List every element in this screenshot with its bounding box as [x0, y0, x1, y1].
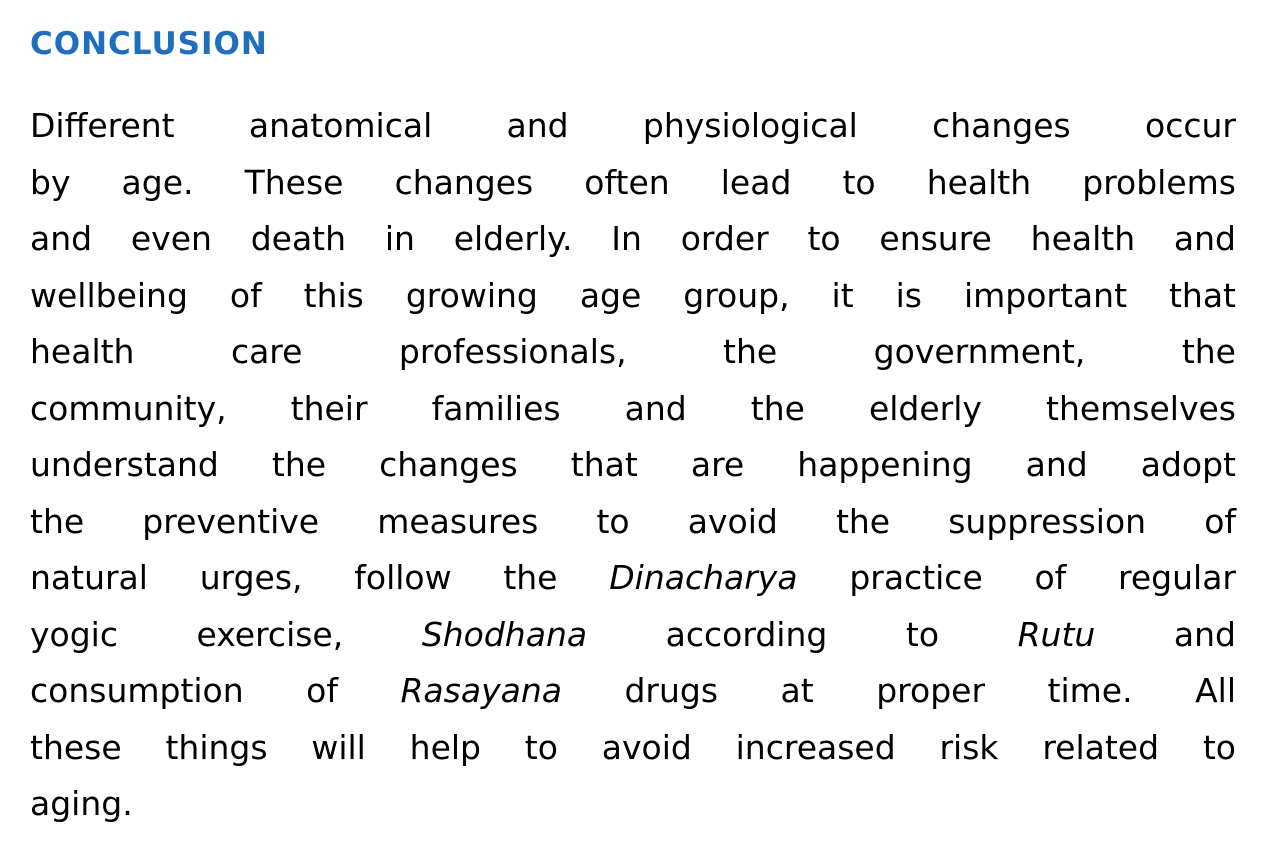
text-segment: yogic exercise,: [30, 614, 344, 654]
italic-term: Rutu: [1017, 614, 1096, 654]
italic-term: Rasayana: [400, 671, 562, 710]
paragraph-line: health care professionals, the government, the: [30, 332, 1236, 371]
text-segment: consumption of: [30, 671, 338, 710]
paragraph-line: and even death in elderly. In order to ensure health and: [30, 219, 1236, 258]
text-segment: according to: [665, 614, 940, 654]
paragraph-line: these things will help to avoid increased risk related to: [30, 727, 1236, 767]
text-segment: practice of regular: [849, 558, 1236, 597]
section-heading: conclusion: [30, 14, 268, 65]
paragraph-line: [30, 550, 1236, 607]
text-segment: drugs at proper time. All: [624, 671, 1236, 710]
paragraph-line: community, their families and the elderly themselves: [30, 388, 1236, 428]
italic-term: Shodhana: [421, 614, 588, 654]
text-segment: and: [1173, 614, 1236, 654]
italic-term: Dinacharya: [609, 558, 798, 597]
paragraph-line: the preventive measures to avoid the suppression of: [30, 501, 1236, 541]
paragraph-line: Different anatomical and physiological changes occur: [30, 106, 1236, 145]
paragraph-line: [30, 663, 1236, 720]
paragraph-line: wellbeing of this growing age group, it is important that: [30, 275, 1236, 315]
text-segment: natural urges, follow the: [30, 558, 558, 597]
paragraph-line: [30, 607, 1236, 664]
paragraph-line: by age. These changes often lead to health problems: [30, 162, 1236, 202]
paragraph-line: understand the changes that are happening and adopt: [30, 445, 1236, 484]
conclusion-paragraph: [30, 98, 1236, 833]
paragraph-line: aging.: [30, 784, 133, 823]
